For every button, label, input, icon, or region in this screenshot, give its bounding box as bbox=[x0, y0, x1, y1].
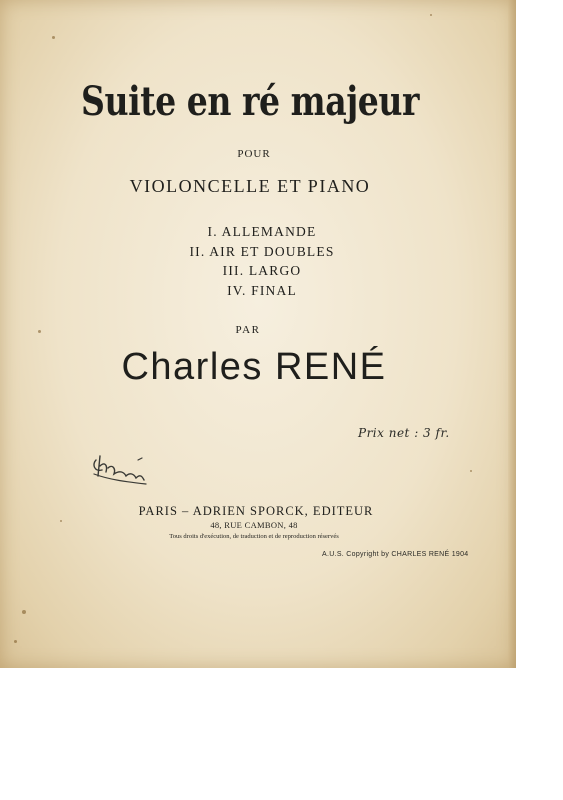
instrumentation: VIOLONCELLE ET PIANO bbox=[129, 176, 371, 196]
movement-item: II. AIR ET DOUBLES bbox=[189, 243, 335, 259]
movement-item: III. LARGO bbox=[222, 263, 302, 278]
handwritten-signature bbox=[90, 450, 150, 488]
paper-edge bbox=[508, 0, 516, 668]
publisher-address: 48, RUE CAMBON, 48 bbox=[210, 520, 298, 530]
movement-list bbox=[182, 222, 342, 300]
foxing-spot bbox=[470, 470, 472, 472]
price: Prix net : 3 fr. bbox=[358, 426, 450, 440]
foxing-spot bbox=[60, 520, 62, 522]
copyright-notice: A.U.S. Copyright by CHARLES RENÉ 1904 bbox=[322, 551, 469, 558]
pour-label: POUR bbox=[237, 148, 271, 160]
movement-item: I. ALLEMANDE bbox=[207, 224, 317, 239]
movement-item: IV. FINAL bbox=[227, 282, 297, 298]
foxing-spot bbox=[38, 330, 41, 333]
rights-notice: Tous droits d'exécution, de traduction et de reproduction réservés bbox=[169, 533, 339, 540]
foxing-spot bbox=[14, 640, 17, 643]
par-label: PAR bbox=[235, 324, 261, 336]
publisher-line: PARIS – ADRIEN SPORCK, EDITEUR bbox=[138, 504, 374, 518]
title: Suite en ré majeur bbox=[81, 78, 419, 125]
foxing-spot bbox=[430, 14, 432, 16]
foxing-spot bbox=[52, 36, 55, 39]
foxing-spot bbox=[22, 610, 26, 614]
composer-name: Charles RENÉ bbox=[121, 346, 387, 388]
